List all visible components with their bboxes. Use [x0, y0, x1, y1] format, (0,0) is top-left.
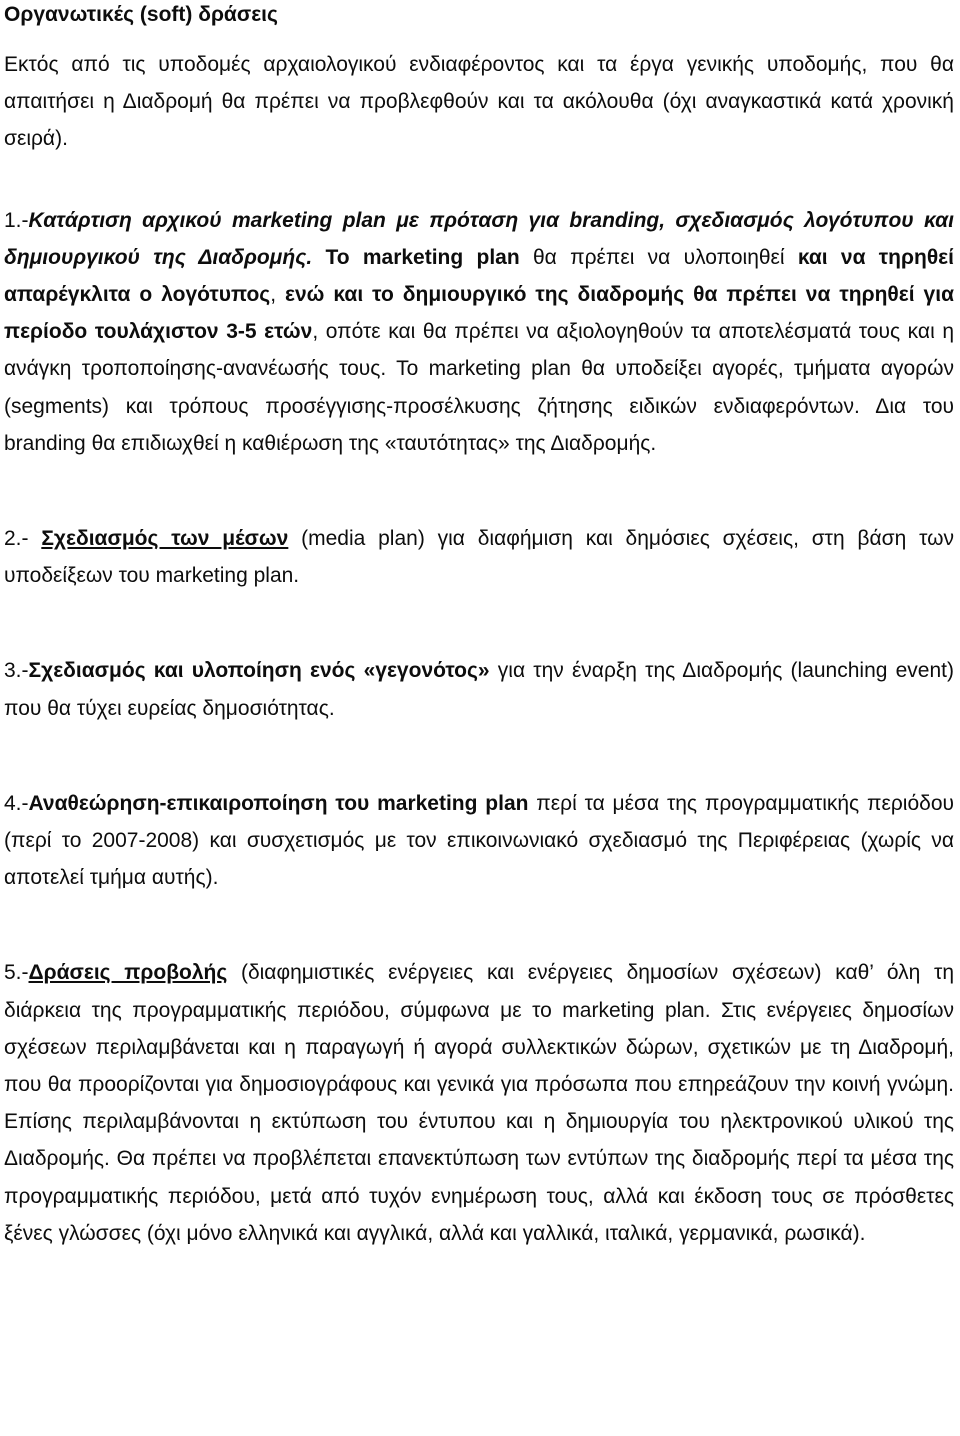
item-4-number: 4.-	[4, 791, 29, 815]
item-1-title: Κατάρτιση αρχικού marketing plan με πρόταση για branding, σχεδιασμός λογότυπου και δημιουργικού της Διαδρομής.	[4, 208, 954, 269]
item-3-text: για την έναρξη της Διαδρομής (launching event) που θα τύχει ευρείας δημοσιότητας.	[4, 659, 954, 720]
item-5-number: 5.-	[4, 961, 29, 985]
item-1-bold-c: ενώ και το δημιουργικό της διαδρομής θα πρέπει να τηρηθεί για περίοδο τουλάχιστον 3-5 ετών	[4, 283, 954, 344]
document-page	[4, 0, 954, 1252]
item-1-text-a	[312, 246, 325, 269]
item-2-paragraph	[4, 520, 954, 594]
item-1-text-b: θα πρέπει να υλοποιηθεί	[519, 245, 798, 269]
item-2-title: Σχεδιασμός των μέσων	[41, 527, 289, 551]
item-3-paragraph	[4, 652, 954, 726]
section-heading: Οργανωτικές (soft) δράσεις	[4, 3, 278, 26]
item-4-title: Αναθεώρηση-επικαιροποίηση του marketing plan	[28, 791, 529, 815]
item-2-text: (media plan) για διαφήμιση και δημόσιες σχέσεις, στη βάση των υποδείξεων του marketing plan.	[4, 527, 954, 588]
item-4-text: περί τα μέσα της προγραμματικής περιόδου (περί το 2007-2008) και συσχετισμός με τον επικοινωνιακό σχεδιασμό της Περιφέρειας (χωρίς να αποτελεί τμήμα αυτής).	[4, 791, 954, 890]
item-1-number: 1.-	[4, 208, 29, 232]
item-5-title: Δράσεις προβολής	[28, 961, 228, 985]
item-5-paragraph	[4, 954, 954, 1252]
item-2-number: 2.-	[4, 527, 42, 551]
item-4-paragraph	[4, 785, 954, 897]
intro-paragraph: Εκτός από τις υποδομές αρχαιολογικού ενδιαφέροντος και τα έργα γενικής υποδομής, που θα απαιτήσει η Διαδρομή θα πρέπει να προβλεφθούν και τα ακόλουθα (όχι αναγκαστικά κατά χρονική σειρά).	[4, 53, 954, 151]
item-1-text-d: , οπότε και θα πρέπει να αξιολογηθούν τα αποτελέσματά τους και η ανάγκη τροποποίησης-ανανέωσής τους. Το marketing plan θα υποδείξει αγορές, τμήματα αγορών (segments) και τρόπους προσέγγισης-προσέλκυσης ζήτησης ειδικών ενδιαφερόντων. Δια του branding θα επιδιωχθεί η καθιέρωση της «ταυτότητας» της Διαδρομής.	[4, 320, 955, 455]
item-3-title: Σχεδιασμός και υλοποίηση ενός «γεγονότος»	[28, 659, 490, 683]
item-1-paragraph	[4, 202, 954, 462]
item-5-text: (διαφημιστικές ενέργειες και ενέργειες δημοσίων σχέσεων) καθ’ όλη τη διάρκεια της προγραμματικής περιόδου, σύμφωνα με το marketing plan. Στις ενέργειες δημοσίων σχέσεων περιλαμβάνεται και η παραγωγή ή αγορά συλλεκτικών δώρων, σχετικών με τη Διαδρομή, που θα προορίζονται για δημοσιογράφους και γενικά για πρόσωπα που επηρεάζουν την κοινή γνώμη. Επίσης περιλαμβάνονται η εκτύπωση του έντυπου και η δημιουργία του ηλεκτρονικού υλικού της Διαδρομής. Θα πρέπει να προβλέπεται επανεκτύπωση των εντύπων της διαδρομής περί τα μέσα της προγραμματικής περιόδου, μετά από τυχόν ενημέρωση τους, αλλά και έκδοση τους σε πρόσθετες ξένες γλώσσες (όχι μόνο ελληνικά και αγγλικά, αλλά και γαλλικά, ιταλικά, γερμανικά, ρωσικά).	[4, 961, 954, 1245]
item-1-text-c: ,	[270, 283, 286, 307]
item-1-bold-b: και να τηρηθεί απαρέγκλιτα ο λογότυπος	[4, 245, 954, 307]
item-1-lead: Το marketing plan	[325, 245, 520, 269]
item-3-number: 3.-	[4, 659, 29, 683]
